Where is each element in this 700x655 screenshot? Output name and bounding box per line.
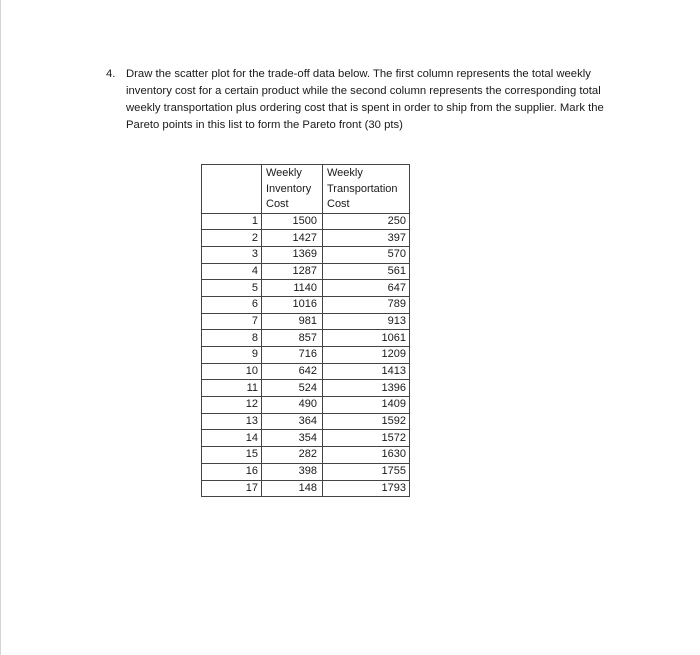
- row-index: 12: [202, 397, 262, 414]
- question-block: [106, 66, 626, 134]
- inventory-cost-cell: 1427: [262, 230, 323, 247]
- transportation-cost-cell: 1630: [323, 447, 410, 464]
- header-inventory-line-3: Cost: [266, 198, 289, 210]
- table-row: [202, 347, 410, 364]
- row-index: 6: [202, 296, 262, 313]
- transportation-cost-cell: 1592: [323, 413, 410, 430]
- inventory-cost-cell: 364: [262, 413, 323, 430]
- table-row: [202, 480, 410, 497]
- table-row: [202, 296, 410, 313]
- page-left-border: [0, 0, 1, 655]
- transportation-cost-cell: 397: [323, 230, 410, 247]
- row-index: 17: [202, 480, 262, 497]
- inventory-cost-cell: 524: [262, 380, 323, 397]
- table-row: [202, 230, 410, 247]
- row-index: 13: [202, 413, 262, 430]
- header-transportation-line-1: Weekly: [327, 167, 363, 179]
- inventory-cost-cell: 642: [262, 363, 323, 380]
- table-row: [202, 413, 410, 430]
- inventory-cost-cell: 981: [262, 313, 323, 330]
- inventory-cost-cell: 1016: [262, 296, 323, 313]
- inventory-cost-cell: 716: [262, 347, 323, 364]
- table-row: [202, 246, 410, 263]
- transportation-cost-cell: 570: [323, 246, 410, 263]
- inventory-cost-cell: 490: [262, 397, 323, 414]
- inventory-cost-cell: 398: [262, 463, 323, 480]
- header-transportation-line-2: Transportation: [327, 182, 398, 195]
- row-index: 9: [202, 347, 262, 364]
- row-index: 15: [202, 447, 262, 464]
- table-row: [202, 463, 410, 480]
- inventory-cost-cell: 857: [262, 330, 323, 347]
- inventory-cost-cell: 1140: [262, 280, 323, 297]
- transportation-cost-cell: 1209: [323, 347, 410, 364]
- table-row: [202, 397, 410, 414]
- inventory-cost-cell: 1369: [262, 246, 323, 263]
- transportation-cost-cell: 1413: [323, 363, 410, 380]
- table-row: [202, 380, 410, 397]
- row-index: 8: [202, 330, 262, 347]
- transportation-cost-cell: 1409: [323, 397, 410, 414]
- table-row: [202, 313, 410, 330]
- table-header-row: [202, 165, 410, 214]
- transportation-cost-cell: 647: [323, 280, 410, 297]
- row-index: 4: [202, 263, 262, 280]
- question-number: 4.: [106, 68, 116, 80]
- row-index: 16: [202, 463, 262, 480]
- inventory-cost-cell: 282: [262, 447, 323, 464]
- table-row: [202, 447, 410, 464]
- transportation-cost-cell: 1572: [323, 430, 410, 447]
- transportation-cost-cell: 1793: [323, 480, 410, 497]
- transportation-cost-cell: 1755: [323, 463, 410, 480]
- table-row: [202, 363, 410, 380]
- table-row: [202, 213, 410, 230]
- table-row: [202, 330, 410, 347]
- row-index: 11: [202, 380, 262, 397]
- inventory-cost-cell: 354: [262, 430, 323, 447]
- header-transportation-cost: [323, 165, 410, 214]
- transportation-cost-cell: 1061: [323, 330, 410, 347]
- transportation-cost-cell: 250: [323, 213, 410, 230]
- header-inventory-line-1: Weekly: [266, 167, 302, 179]
- inventory-cost-cell: 1500: [262, 213, 323, 230]
- row-index: 10: [202, 363, 262, 380]
- row-index: 2: [202, 230, 262, 247]
- question-text: Draw the scatter plot for the trade-off data below. The first column represents the total weekly inventory cost for a certain product while the second column represents the corresponding total weekly transportation plus ordering cost that is spent in order to ship from the supplier. Mark the Pareto points in this list to form the Pareto front (30 pts): [126, 68, 604, 131]
- row-index: 3: [202, 246, 262, 263]
- transportation-cost-cell: 561: [323, 263, 410, 280]
- transportation-cost-cell: 913: [323, 313, 410, 330]
- row-index: 5: [202, 280, 262, 297]
- table-row: [202, 430, 410, 447]
- inventory-cost-cell: 148: [262, 480, 323, 497]
- header-transportation-line-3: Cost: [327, 198, 350, 210]
- trade-off-data-table: [201, 164, 410, 497]
- transportation-cost-cell: 789: [323, 296, 410, 313]
- table-row: [202, 263, 410, 280]
- header-inventory-cost: [262, 165, 323, 214]
- row-index: 1: [202, 213, 262, 230]
- transportation-cost-cell: 1396: [323, 380, 410, 397]
- row-index: 7: [202, 313, 262, 330]
- inventory-cost-cell: 1287: [262, 263, 323, 280]
- header-inventory-line-2: Inventory: [266, 182, 312, 195]
- table-row: [202, 280, 410, 297]
- header-index: [202, 165, 262, 214]
- row-index: 14: [202, 430, 262, 447]
